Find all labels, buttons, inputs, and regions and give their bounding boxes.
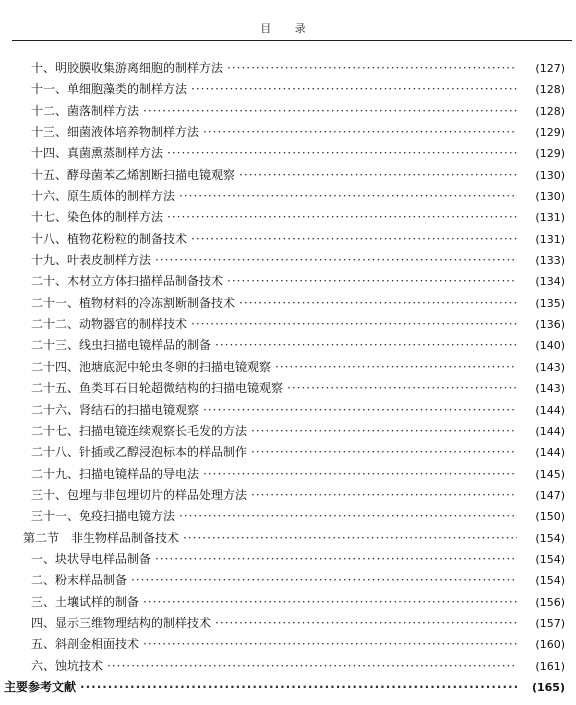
toc-entry	[0, 549, 576, 570]
header-rule	[12, 40, 572, 41]
toc-dot-leader	[131, 570, 517, 591]
toc-entry-title: 三、土壤试样的制备	[31, 594, 140, 609]
toc-dot-leader	[203, 122, 517, 143]
page-header-title: 目 录	[260, 22, 316, 35]
toc-page-number: (135)	[535, 296, 565, 310]
toc-entry	[0, 506, 576, 527]
toc-page-number: (131)	[535, 211, 565, 225]
toc-entry	[0, 207, 576, 228]
toc-entry-title: 四、显示三维物理结构的制样技术	[31, 615, 212, 630]
toc-page-number: (129)	[535, 147, 565, 161]
toc-entry-title: 二十一、植物材料的冷冻割断制备技术	[31, 295, 236, 310]
toc-dot-leader	[251, 442, 517, 463]
toc-entry-title: 五、斜剖金相面技术	[31, 637, 140, 652]
toc-dot-leader	[215, 613, 517, 634]
toc-dot-leader	[167, 207, 517, 228]
toc-page-number: (160)	[535, 638, 565, 652]
toc-dot-leader	[251, 421, 517, 442]
toc-dot-leader	[107, 656, 517, 677]
toc-entry	[0, 378, 576, 399]
toc-entry	[0, 570, 576, 591]
toc-entry-title: 十二、菌落制样方法	[31, 103, 140, 118]
toc-entry-title: 二十二、动物器官的制样技术	[31, 317, 188, 332]
toc-dot-leader	[155, 250, 517, 271]
toc-dot-leader	[203, 464, 517, 485]
toc-page-number: (165)	[531, 680, 565, 694]
toc-entry	[0, 79, 576, 100]
toc-entry	[0, 229, 576, 250]
toc-entry-title: 十七、染色体的制样方法	[31, 210, 164, 225]
toc-dot-leader	[227, 271, 517, 292]
toc-top-entry	[0, 677, 576, 698]
toc-entry	[0, 58, 576, 79]
toc-page-number: (144)	[535, 446, 565, 460]
toc-entry	[0, 101, 576, 122]
toc-entry-title: 十四、真菌熏蒸制样方法	[31, 146, 164, 161]
toc-entry-title: 三十一、免疫扫描电镜方法	[31, 509, 176, 524]
toc-dot-leader	[80, 677, 517, 698]
toc-entry	[0, 165, 576, 186]
toc-entry-title: 六、蚀坑技术	[31, 658, 104, 673]
toc-entry	[0, 464, 576, 485]
toc-entry-title: 二、粉末样品制备	[31, 573, 128, 588]
toc-entry-title: 二十四、池塘底泥中轮虫冬卵的扫描电镜观察	[31, 359, 272, 374]
toc-entry-title: 二十七、扫描电镜连续观察长毛发的方法	[31, 423, 248, 438]
toc-page-number: (130)	[535, 190, 565, 204]
toc-entry-title: 十三、细菌液体培养物制样方法	[31, 125, 200, 140]
toc-entry	[0, 293, 576, 314]
toc-dot-leader	[143, 592, 517, 613]
toc-page-number: (134)	[535, 275, 565, 289]
toc-entry	[0, 485, 576, 506]
toc-entry	[0, 122, 576, 143]
toc-entry	[0, 656, 576, 677]
toc-entry	[0, 613, 576, 634]
toc-dot-leader	[183, 528, 517, 549]
toc-dot-leader	[179, 186, 517, 207]
toc-dot-leader	[227, 58, 517, 79]
toc-entry	[0, 421, 576, 442]
toc-page-number: (127)	[535, 62, 565, 75]
toc-dot-leader	[239, 293, 517, 314]
toc-entry	[0, 442, 576, 463]
toc-entry-title: 第二节 非生物样品制备技术	[23, 530, 180, 545]
toc-dot-leader	[179, 506, 517, 527]
toc-entry	[0, 314, 576, 335]
toc-entry-title: 十一、单细胞藻类的制样方法	[31, 82, 188, 97]
toc-page-number: (154)	[535, 531, 565, 545]
toc-entry-title: 十五、酵母菌苯乙烯割断扫描电镜观察	[31, 167, 236, 182]
toc-page-number: (128)	[535, 83, 565, 97]
toc-entry	[0, 143, 576, 164]
toc-entry-title: 三十、包埋与非包埋切片的样品处理方法	[31, 487, 248, 502]
toc-dot-leader	[167, 143, 517, 164]
toc-dot-leader	[203, 400, 517, 421]
toc-page-number: (150)	[535, 510, 565, 524]
toc-page-number: (144)	[535, 424, 565, 438]
toc-page-number: (157)	[535, 616, 565, 630]
toc-dot-leader	[143, 634, 517, 655]
toc-dot-leader	[143, 101, 517, 122]
toc-page-number: (129)	[535, 126, 565, 140]
toc-page-number: (130)	[535, 168, 565, 182]
toc-dot-leader	[239, 165, 517, 186]
toc-entry-title: 十六、原生质体的制样方法	[31, 189, 176, 204]
toc-page-number: (161)	[535, 659, 565, 673]
toc-list	[0, 58, 576, 698]
toc-dot-leader	[275, 357, 517, 378]
toc-entry-title: 二十六、肾结石的扫描电镜观察	[31, 402, 200, 417]
toc-page-number: (131)	[535, 232, 565, 246]
toc-entry-title: 主要参考文献	[4, 679, 77, 694]
toc-page-number: (144)	[535, 403, 565, 417]
toc-dot-leader	[155, 549, 517, 570]
toc-dot-leader	[191, 314, 517, 335]
toc-page-number: (154)	[535, 574, 565, 588]
toc-entry	[0, 271, 576, 292]
toc-page-number: (143)	[535, 382, 565, 396]
toc-dot-leader	[251, 485, 517, 506]
toc-entry-title: 二十三、线虫扫描电镜样品的制备	[31, 338, 212, 353]
toc-entry-title: 十八、植物花粉粒的制备技术	[31, 231, 188, 246]
toc-entry	[0, 400, 576, 421]
toc-page-number: (140)	[535, 339, 565, 353]
toc-page-number: (147)	[535, 488, 565, 502]
toc-entry	[0, 186, 576, 207]
toc-entry	[0, 250, 576, 271]
toc-entry-title: 一、块状导电样品制备	[31, 551, 152, 566]
toc-entry	[0, 634, 576, 655]
toc-page-number: (133)	[535, 254, 565, 268]
toc-entry	[0, 335, 576, 356]
toc-page-number: (156)	[535, 595, 565, 609]
toc-dot-leader	[287, 378, 517, 399]
toc-entry	[0, 357, 576, 378]
toc-entry-title: 十九、叶表皮制样方法	[31, 253, 152, 268]
toc-dot-leader	[191, 79, 517, 100]
toc-section-heading	[0, 528, 576, 549]
toc-page-number: (136)	[535, 318, 565, 332]
toc-entry-title: 二十、木材立方体扫描样品制备技术	[31, 274, 224, 289]
toc-entry-title: 二十五、鱼类耳石日轮超微结构的扫描电镜观察	[31, 381, 284, 396]
toc-dot-leader	[191, 229, 517, 250]
toc-page-number: (128)	[535, 104, 565, 118]
toc-entry-title: 十、明胶膜收集游离细胞的制样方法	[31, 61, 224, 75]
toc-page-number: (145)	[535, 467, 565, 481]
toc-dot-leader	[215, 335, 517, 356]
toc-entry	[0, 592, 576, 613]
toc-page-number: (154)	[535, 552, 565, 566]
toc-entry-title: 二十九、扫描电镜样品的导电法	[31, 466, 200, 481]
toc-entry-title: 二十八、针插或乙醇浸泡标本的样品制作	[31, 445, 248, 460]
toc-page-number: (143)	[535, 360, 565, 374]
